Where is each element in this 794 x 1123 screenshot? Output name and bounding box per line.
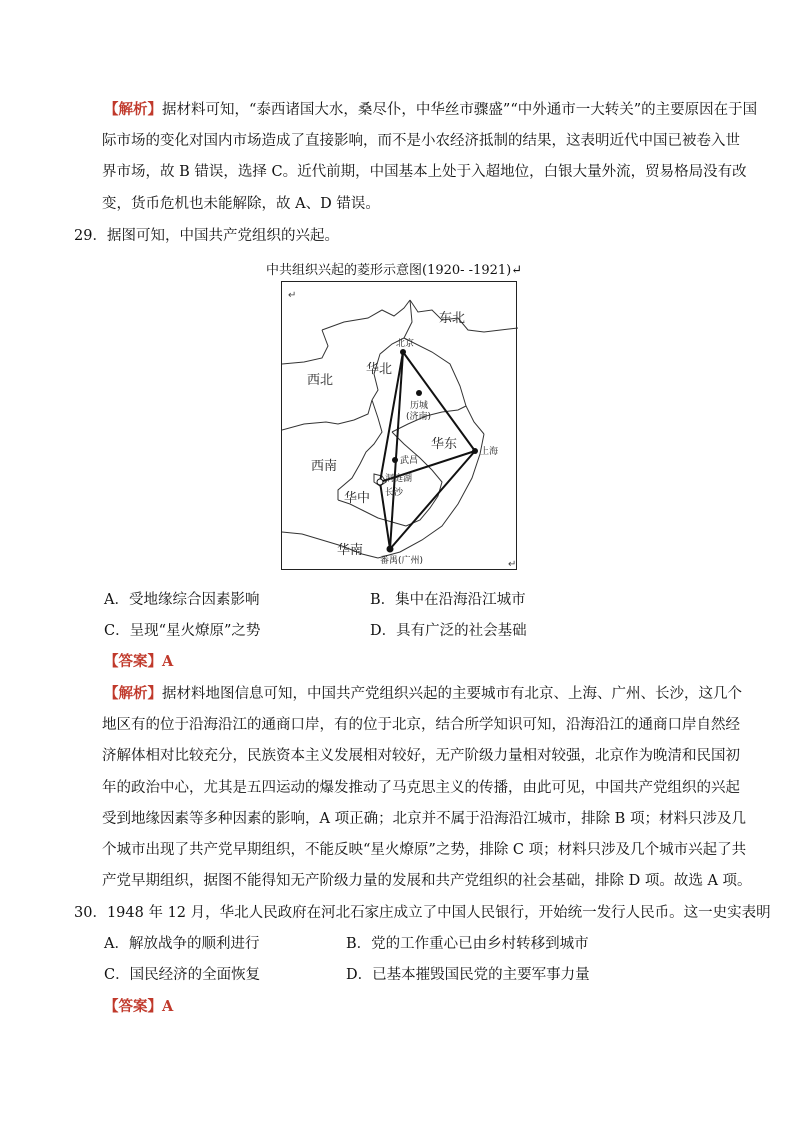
map-svg [282, 282, 518, 571]
region-dongbei: 东北 [439, 311, 466, 326]
line-guangzhou-beijing [390, 352, 403, 549]
q29-analysis-line-6: 个城市出现了共产党早期组织，不能反映“星火燎原”之势，排除 C 项；材料只涉及几个城市兴起了共 [102, 842, 747, 858]
q29-option-b[interactable]: B．集中在沿海沿江城市 [370, 592, 526, 608]
region-xibei: 西北 [307, 373, 334, 388]
city-shanghai: 上海 [480, 447, 499, 457]
question-29 [74, 226, 339, 246]
map-title: 中共组织兴起的菱形示意图(1920- -1921)↵ [266, 263, 523, 278]
city-changsha: 长沙 [385, 488, 404, 498]
changsha-dot [377, 479, 383, 485]
north-south-boundary [282, 400, 372, 430]
region-huanan: 华南 [337, 543, 364, 558]
q30-option-b[interactable]: B．党的工作重心已由乡村转移到城市 [346, 936, 589, 952]
q29-analysis-line-4: 年的政治中心，尤其是五四运动的爆发推动了马克思主义的传播，由此可见，中国共产党组织的兴起 [102, 780, 740, 796]
q29-analysis-line-2: 地区有的位于沿海沿江的通商口岸，有的位于北京，结合所学知识可知，沿海沿江的通商口岸自然经 [102, 717, 740, 733]
guangzhou-dot [387, 546, 394, 553]
p1-text-1: 据材料可知，“泰西诸国大水，桑尽仆，中华丝市骤盛”“中外通市一大转关”的主要原因在于国 [162, 102, 758, 118]
question-stem: 据图可知，中国共产党组织的兴起。 [106, 228, 339, 244]
region-huazhong: 华中 [344, 491, 371, 506]
city-beijing: 北京 [396, 339, 415, 349]
map-figure [281, 281, 517, 570]
q29-analysis-text-1: 据材料地图信息可知，中国共产党组织兴起的主要城市有北京、上海、广州、长沙，这几个 [162, 686, 742, 702]
city-wuchang: 武昌 [400, 456, 419, 466]
q29-analysis-line-3: 济解体相对比较充分，民族资本主义发展相对较好，无产阶级力量相对较强，北京作为晚清和民国初 [102, 748, 740, 764]
region-xinan: 西南 [311, 459, 338, 474]
question-number: 29． [74, 228, 107, 244]
southwest-coast [282, 532, 378, 558]
q30-option-d[interactable]: D．已基本摧毁国民党的主要军事力量 [346, 967, 590, 983]
q29-answer: 【答案】A [104, 653, 174, 670]
p1-line-1 [104, 100, 757, 120]
beijing-dot [400, 349, 406, 355]
q30-answer: 【答案】A [104, 998, 174, 1015]
analysis-tag: 【解析】 [104, 101, 162, 118]
p1-line-4: 变，货币危机也未能解除，故 A、D 错误。 [102, 196, 380, 212]
city-panyu: 番禺(广州) [380, 556, 424, 566]
p1-line-3: 界市场，故 B 错误，选择 C。近代前期，中国基本上处于入超地位，白银大量外流，贸易格局没有改 [102, 164, 747, 180]
huazhong-west-boundary [338, 400, 382, 500]
question-number: 30． [74, 905, 107, 921]
q29-option-c[interactable]: C．呈现“星火燎原”之势 [104, 623, 261, 639]
region-huadong: 华东 [431, 437, 458, 452]
question-30 [74, 903, 771, 923]
region-huabei: 华北 [366, 362, 393, 377]
q29-analysis-line-5: 受到地缘因素等多种因素的影响，A 项正确；北京并不属于沿海沿江城市，排除 B 项；材料只涉及几 [102, 811, 746, 827]
diamond-lines [380, 352, 475, 549]
q29-analysis-line-1 [104, 684, 742, 704]
analysis-tag: 【解析】 [104, 685, 162, 702]
city-dongting: 洞庭湖 [385, 474, 413, 484]
north-boundary-west [322, 300, 410, 330]
q29-option-a[interactable]: A．受地缘综合因素影响 [104, 592, 260, 608]
q29-option-d[interactable]: D．具有广泛的社会基础 [370, 623, 527, 639]
city-licheng: 历城 [410, 401, 429, 411]
question-stem: 1948 年 12 月，华北人民政府在河北石家庄成立了中国人民银行，开始统一发行人民币。这一史实表明 [106, 905, 771, 921]
licheng-dot [416, 390, 422, 396]
west-boundary [282, 330, 328, 364]
city-jinan: (济南) [406, 412, 432, 422]
q30-option-a[interactable]: A．解放战争的顺利进行 [104, 936, 260, 952]
wuchang-dot [392, 457, 398, 463]
p1-line-2: 际市场的变化对国内市场造成了直接影响，而不是小农经济抵制的结果，这表明近代中国已被卷入世 [102, 133, 740, 149]
q30-option-c[interactable]: C．国民经济的全面恢复 [104, 967, 261, 983]
map-corner-mark: ↵ [288, 290, 297, 301]
shanghai-dot [472, 448, 478, 454]
q29-analysis-line-7: 产党早期组织，据图不能得知无产阶级力量的发展和共产党组织的社会基础，排除 D 项。故选 A 项。 [102, 873, 752, 889]
map-corner-mark-br: ↵ [508, 559, 517, 570]
